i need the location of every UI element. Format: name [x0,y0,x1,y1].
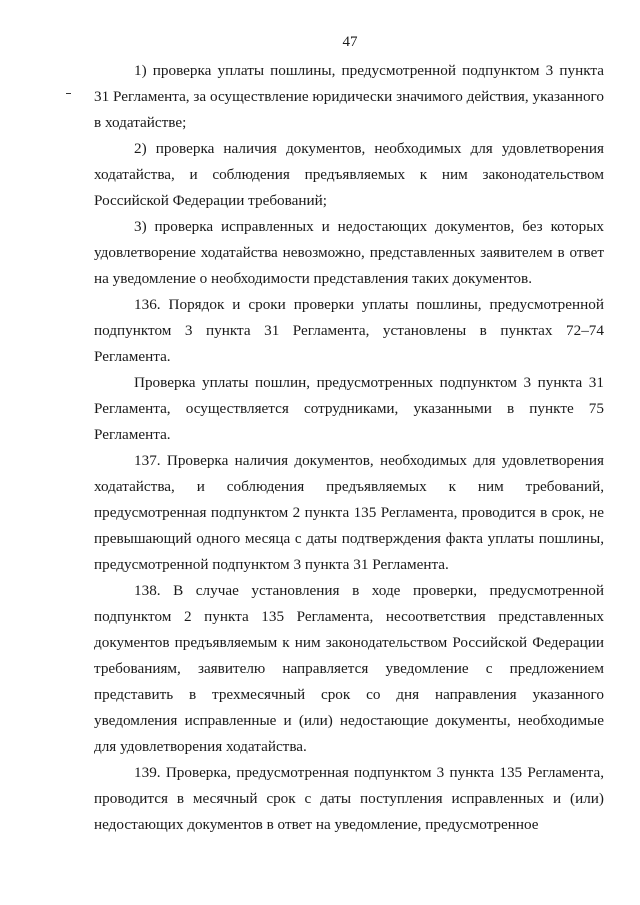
margin-mark [66,93,71,94]
paragraph-139: 139. Проверка, предусмотренная подпунктом 3 пункта 135 Регламента, проводится в месячный срок с даты поступления исправленных и (или) недостающих документов в ответ на уведомление, предусмотренное [94,764,604,833]
page-number: 47 [342,34,358,50]
paragraph-136: 136. Порядок и сроки проверки уплаты пошлины, предусмотренной подпунктом 3 пункта 31 Регламента, установлены в пунктах 72–74 Регламента. [94,296,604,365]
paragraph-item-1: 1) проверка уплаты пошлины, предусмотренной подпунктом 3 пункта 31 Регламента, за осуществление юридически значимого действия, указанного в ходатайстве; [94,62,604,131]
paragraph-137: 137. Проверка наличия документов, необходимых для удовлетворения ходатайства, и соблюдения предъявляемых к ним требований, предусмотренная подпунктом 2 пункта 135 Регламента, проводится в срок, не превышающий одного месяца с даты подтверждения факта уплаты пошлины, предусмотренной подпунктом 3 пункта 31 Регламента. [94,452,604,573]
paragraph-item-2: 2) проверка наличия документов, необходимых для удовлетворения ходатайства, и соблюдения предъявляемых к ним законодательством Российской Федерации требований; [94,140,604,209]
paragraph-item-3: 3) проверка исправленных и недостающих документов, без которых удовлетворение ходатайства невозможно, представленных заявителем в ответ на уведомление о необходимости представления таких документов. [94,218,604,287]
document-body [94,58,604,838]
paragraph-136-continued: Проверка уплаты пошлин, предусмотренных подпунктом 3 пункта 31 Регламента, осуществляется сотрудниками, указанными в пункте 75 Регламента. [94,374,604,443]
paragraph-138: 138. В случае установления в ходе проверки, предусмотренной подпунктом 2 пункта 135 Регламента, несоответствия представленных документов предъявляемым к ним законодательством Российской Федерации требованиям, заявителю направляется уведомление с предложением представить в трехмесячный срок со дня направления указанного уведомления исправленные и (или) недостающие документы, необходимые для удовлетворения ходатайства. [94,582,604,755]
